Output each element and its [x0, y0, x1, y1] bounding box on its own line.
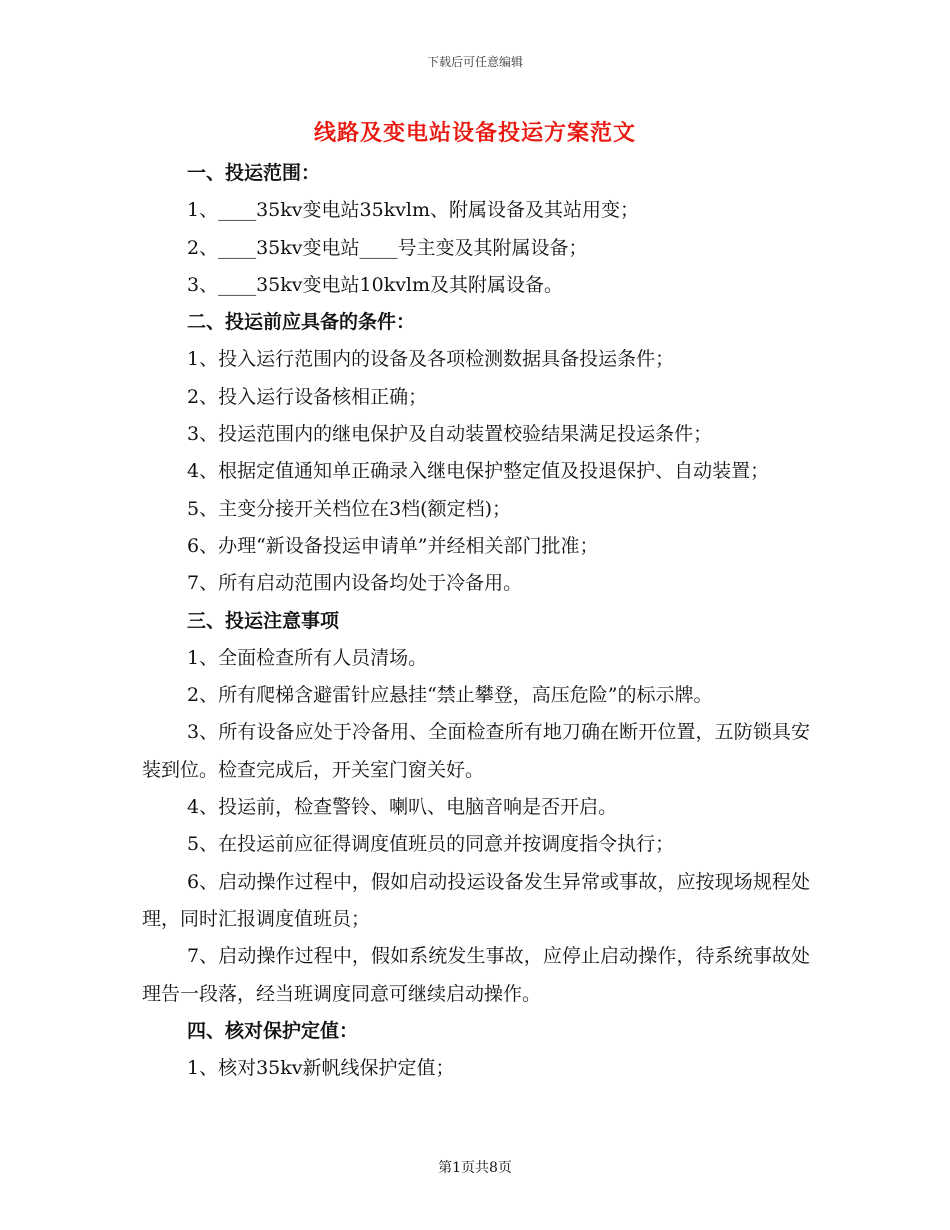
page-header: 下载后可任意编辑 — [426, 55, 523, 69]
list-item: 7、启动操作过程中，假如系统发生事故，应停止启动操作，待系统事故处理告一段落，经当班调度同意可继续启动操作。 — [142, 945, 810, 1005]
list-item: 1、____35kv变电站35kvlm、附属设备及其站用变； — [187, 199, 640, 222]
list-item: 4、投运前，检查警铃、喇叭、电脑音响是否开启。 — [187, 796, 618, 819]
list-item: 3、投运范围内的继电保护及自动装置校验结果满足投运条件； — [187, 423, 713, 446]
section-heading-conditions: 二、投运前应具备的条件： — [187, 311, 416, 334]
document-title: 线路及变电站设备投运方案范文 — [313, 120, 636, 146]
list-item: 2、____35kv变电站____号主变及其附属设备； — [187, 236, 588, 259]
list-item: 3、____35kv变电站10kvlm及其附属设备。 — [187, 273, 564, 296]
list-item: 3、所有设备应处于冷备用、全面检查所有地刀确在断开位置，五防锁具安装到位。检查完成后，开关室门窗关好。 — [142, 721, 810, 781]
list-item: 7、所有启动范围内设备均处于冷备用。 — [187, 572, 523, 595]
list-item: 2、投入运行设备核相正确； — [187, 385, 428, 408]
list-item: 6、办理“新设备投运申请单”并经相关部门批准； — [187, 534, 599, 557]
section-heading-scope: 一、投运范围： — [187, 162, 321, 184]
page-number: 第1页共8页 — [438, 1160, 512, 1176]
list-item: 2、所有爬梯含避雷针应悬挂“禁止攀登，高压危险”的标示牌。 — [187, 684, 713, 707]
list-item: 1、核对35kv新帆线保护定值； — [187, 1057, 455, 1080]
list-item: 1、投入运行范围内的设备及各项检测数据具备投运条件； — [187, 348, 675, 371]
list-item: 5、在投运前应征得调度值班员的同意并按调度指令执行； — [187, 833, 675, 856]
list-item: 1、全面检查所有人员清场。 — [187, 646, 428, 669]
list-item: 5、主变分接开关档位在3档(额定档)； — [187, 497, 512, 520]
list-item: 4、根据定值通知单正确录入继电保护整定值及投退保护、自动装置； — [187, 460, 770, 483]
section-heading-protection-settings: 四、核对保护定值： — [187, 1019, 359, 1042]
document-body — [142, 155, 810, 1087]
section-heading-precautions: 三、投运注意事项 — [187, 609, 340, 632]
list-item: 6、启动操作过程中，假如启动投运设备发生异常或事故，应按现场规程处理，同时汇报调度值班员； — [142, 870, 810, 930]
